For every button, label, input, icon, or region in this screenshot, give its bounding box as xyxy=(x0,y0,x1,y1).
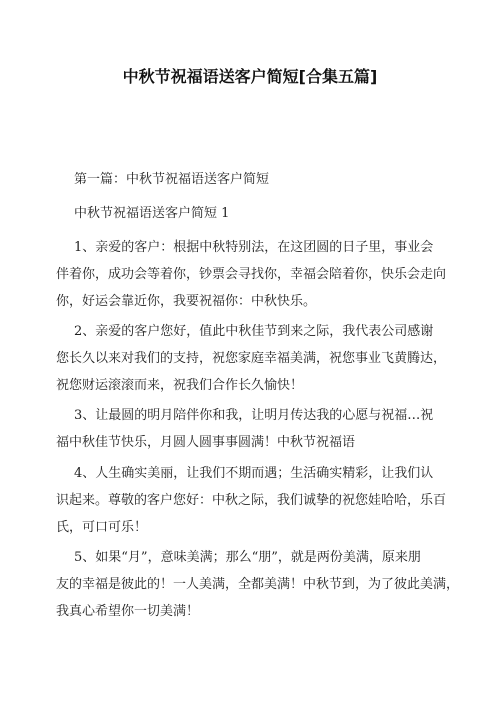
paragraph-1 xyxy=(56,234,447,315)
sub-heading: 中秋节祝福语送客户简短 1 xyxy=(74,206,230,221)
paragraph-line: 5、如果“月”，意味美满；那么“朋”，就是两份美满，原来朋 xyxy=(74,550,421,565)
paragraph-line: 氏，可口可乐！ xyxy=(56,520,148,535)
paragraph-line: 友的幸福是彼此的！一人美满，全都美满！中秋节到，为了彼此美满， xyxy=(56,577,460,592)
paragraph-line: 伴着你，成功会等着你，钞票会寻找你，幸福会陪着你，快乐会走向 xyxy=(56,267,447,282)
paragraph-5 xyxy=(56,544,460,625)
paragraph-line: 您长久以来对我们的支持，祝您家庭幸福美满，祝您事业飞黄腾达， xyxy=(56,351,447,366)
paragraph-line: 祝您财运滚滚而来，祝我们合作长久愉快！ xyxy=(56,378,304,393)
paragraph-line: 福中秋佳节快乐，月圆人圆事事圆满！中秋节祝福语 xyxy=(56,435,356,450)
paragraph-2 xyxy=(56,318,447,399)
paragraph-line: 识起来。尊敬的客户您好：中秋之际，我们诚挚的祝您娃哈哈，乐百 xyxy=(56,493,447,508)
paragraph-line: 我真心希望你一切美满！ xyxy=(56,604,200,619)
document-title: 中秋节祝福语送客户简短[合集五篇] xyxy=(122,67,378,86)
paragraph-line: 1、亲爱的客户：根据中秋特别法，在这团圆的日子里，事业会 xyxy=(74,240,434,255)
paragraph-4 xyxy=(56,460,447,541)
paragraph-line: 4、人生确实美丽，让我们不期而遇；生活确实精彩，让我们认 xyxy=(74,466,434,481)
paragraph-line: 你，好运会靠近你，我要祝福你：中秋快乐。 xyxy=(56,294,317,309)
paragraph-3 xyxy=(56,402,438,456)
paragraph-line: 2、亲爱的客户您好，值此中秋佳节到来之际，我代表公司感谢 xyxy=(74,324,434,339)
section-heading: 第一篇：中秋节祝福语送客户简短 xyxy=(74,172,270,187)
paragraph-line: 3、让最圆的明月陪伴你和我，让明月传达我的心愿与祝福…祝 xyxy=(74,408,434,423)
